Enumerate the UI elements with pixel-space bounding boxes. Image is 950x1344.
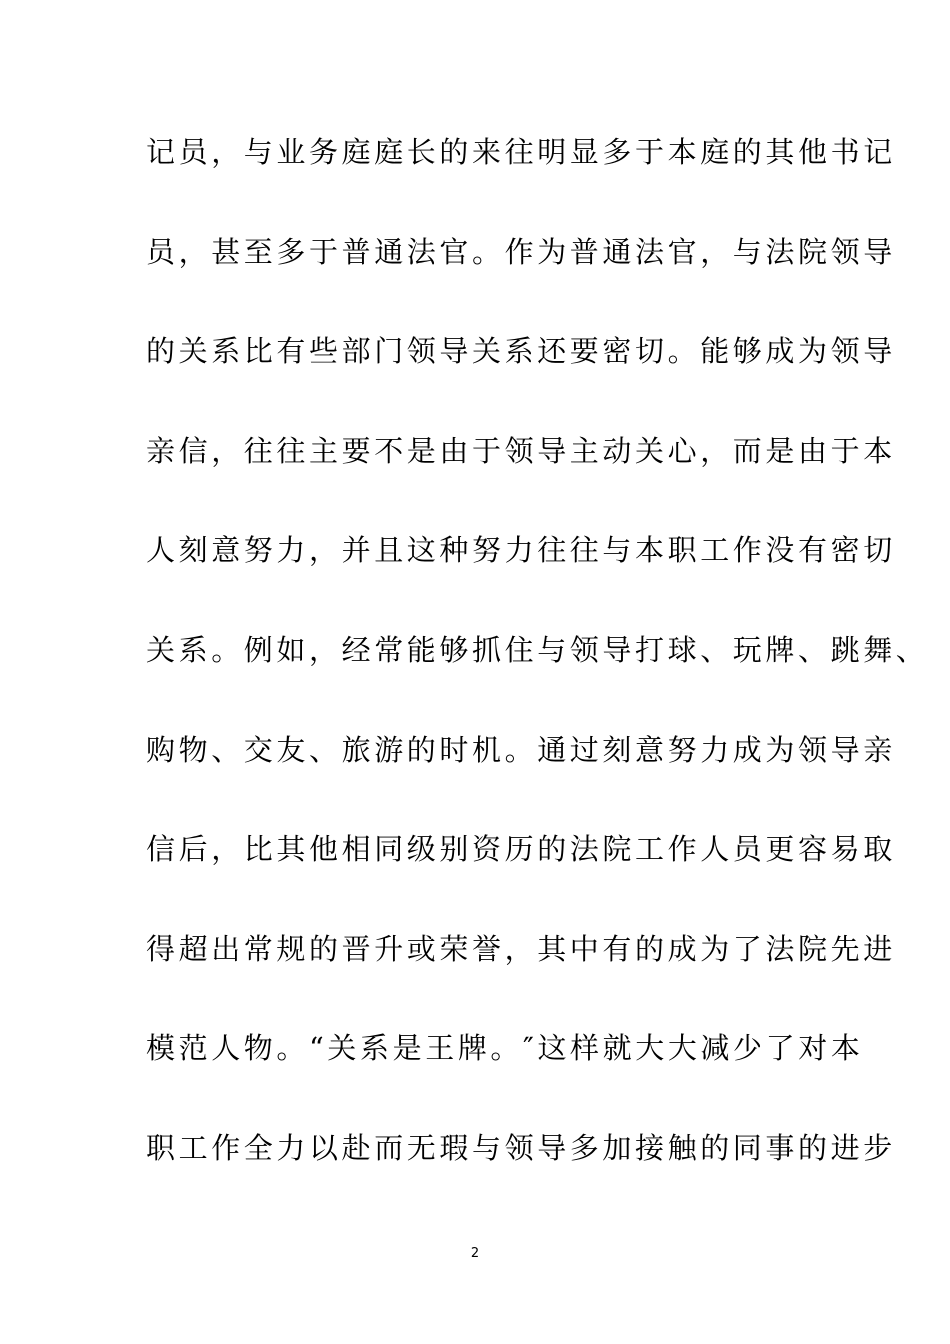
- text-line-11: 职工作全力以赴而无瑕与领导多加接触的同事的进步: [146, 1130, 896, 1165]
- page-number: 2: [470, 1246, 480, 1261]
- text-line-7: 购物、交友、旅游的时机。通过刻意努力成为领导亲: [146, 732, 896, 767]
- text-line-1: 记员，与业务庭庭长的来往明显多于本庭的其他书记: [146, 135, 896, 169]
- text-line-2: 员，甚至多于普通法官。作为普通法官，与法院领导: [146, 234, 896, 269]
- text-line-9: 得超出常规的晋升或荣誉，其中有的成为了法院先进: [146, 931, 896, 966]
- text-line-5: 人刻意努力，并且这种努力往往与本职工作没有密切: [146, 533, 896, 568]
- text-line-3: 的关系比有些部门领导关系还要密切。能够成为领导: [146, 334, 896, 369]
- text-line-8: 信后，比其他相同级别资历的法院工作人员更容易取: [146, 832, 896, 867]
- text-line-10: 模范人物。“关系是王牌。″这样就大大减少了对本: [146, 1031, 864, 1066]
- body-text: [146, 122, 929, 1218]
- text-line-6: 关系。例如，经常能够抓住与领导打球、玩牌、跳舞、: [146, 632, 929, 667]
- text-line-4: 亲信，往往主要不是由于领导主动关心，而是由于本: [146, 433, 896, 468]
